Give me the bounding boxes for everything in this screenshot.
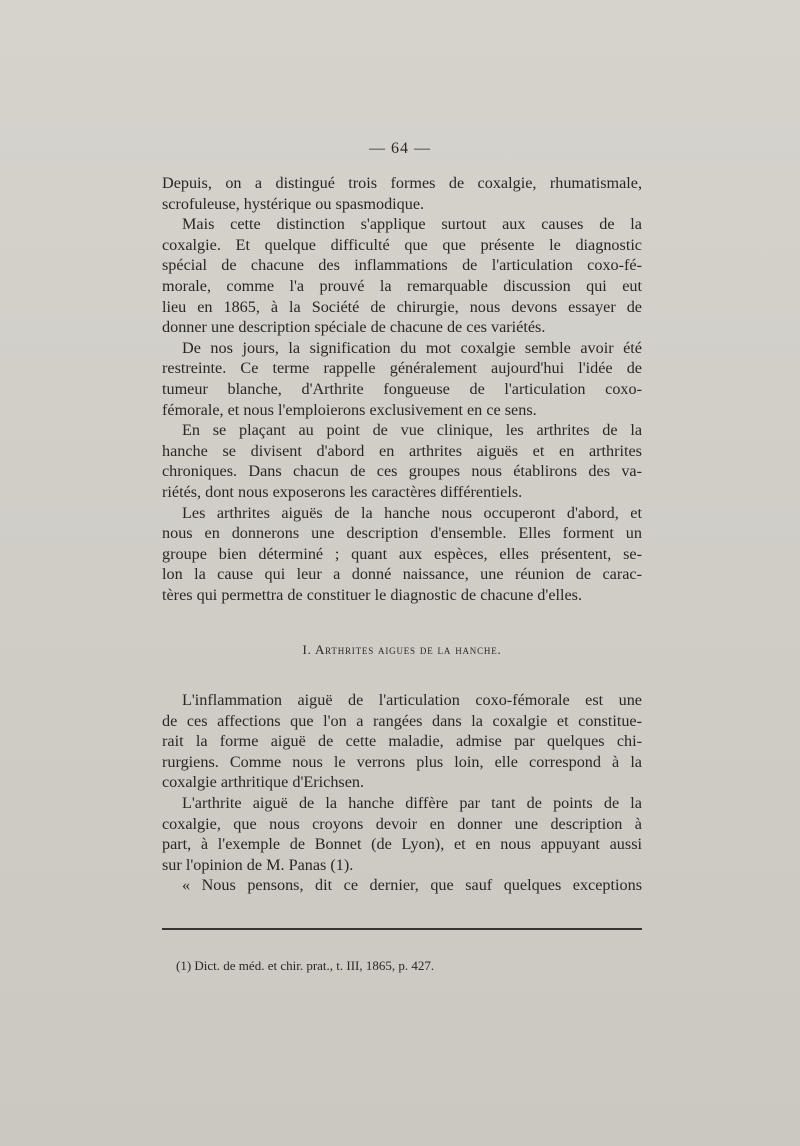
text-line: tumeur blanche, d'Arthrite fongueuse de l'articulation coxo- (162, 379, 642, 398)
footnote-separator (162, 928, 642, 930)
text-line: fémorale, et nous l'emploierons exclusivement en ce sens. (162, 400, 537, 419)
text-line: Depuis, on a distingué trois formes de coxalgie, rhumatismale, (162, 174, 642, 192)
footnote: (1) Dict. de méd. et chir. prat., t. III, 1865, p. 427. (176, 958, 435, 973)
text-line: Mais cette distinction s'applique surtout aux causes de la (182, 215, 642, 234)
text-line: sur l'opinion de M. Panas (1). (162, 855, 354, 874)
text-line: nous en donnerons une description d'ensemble. Elles forment un (162, 524, 642, 543)
text-line: En se plaçant au point de vue clinique, les arthrites de la (182, 421, 642, 440)
text-line: L'arthrite aiguë de la hanche diffère par tant de points de la (182, 793, 642, 812)
text-line: coxalgie, que nous croyons devoir en donner une description à (162, 814, 642, 833)
text-line: De nos jours, la signification du mot coxalgie semble avoir été (182, 338, 642, 357)
text-line: L'inflammation aiguë de l'articulation coxo-fémorale est une (182, 691, 642, 709)
section-heading: I. Arthrites aigues de la hanche. (302, 642, 502, 657)
text-line: Les arthrites aiguës de la hanche nous occuperont d'abord, et (182, 503, 642, 522)
text-line: part, à l'exemple de Bonnet (de Lyon), et en nous appuyant aussi (162, 835, 642, 854)
text-line: spécial de chacune des inflammations de l'articulation coxo-fé- (162, 256, 642, 275)
text-line: riétés, dont nous exposerons les caractères différentiels. (162, 482, 523, 501)
body-text-section-2 (162, 690, 642, 896)
body-text-section-1 (162, 173, 642, 605)
text-line: groupe bien déterminé ; quant aux espèces, elles présentent, se- (162, 544, 642, 563)
text-line: rait la forme aiguë de cette maladie, admise par quelques chi- (162, 732, 642, 751)
text-line: morale, comme l'a prouvé la remarquable discussion qui eut (162, 276, 642, 295)
text-line: chroniques. Dans chacun de ces groupes nous établirons des va- (162, 462, 642, 481)
text-line: de ces affections que l'on a rangées dans la coxalgie et constitue- (162, 711, 642, 730)
text-line: lon la cause qui leur a donné naissance, une réunion de carac- (162, 565, 642, 584)
text-line: lieu en 1865, à la Société de chirurgie, nous devons essayer de (162, 297, 642, 316)
text-line: « Nous pensons, dit ce dernier, que sauf quelques exceptions (182, 876, 642, 895)
text-line: restreinte. Ce terme rappelle généralement aujourd'hui l'idée de (162, 359, 642, 378)
page-number: — 64 — (369, 140, 431, 157)
text-line: hanche se divisent d'abord en arthrites aiguës et en arthrites (162, 441, 642, 460)
text-line: donner une description spéciale de chacune de ces variétés. (162, 318, 546, 337)
text-line: tères qui permettra de constituer le diagnostic de chacune d'elles. (162, 585, 583, 604)
text-line: rurgiens. Comme nous le verrons plus loin, elle correspond à la (162, 752, 642, 771)
text-line: scrofuleuse, hystérique ou spasmodique. (162, 194, 425, 213)
text-line: coxalgie arthritique d'Erichsen. (162, 773, 365, 792)
text-line: coxalgie. Et quelque difficulté que que présente le diagnostic (162, 235, 642, 254)
